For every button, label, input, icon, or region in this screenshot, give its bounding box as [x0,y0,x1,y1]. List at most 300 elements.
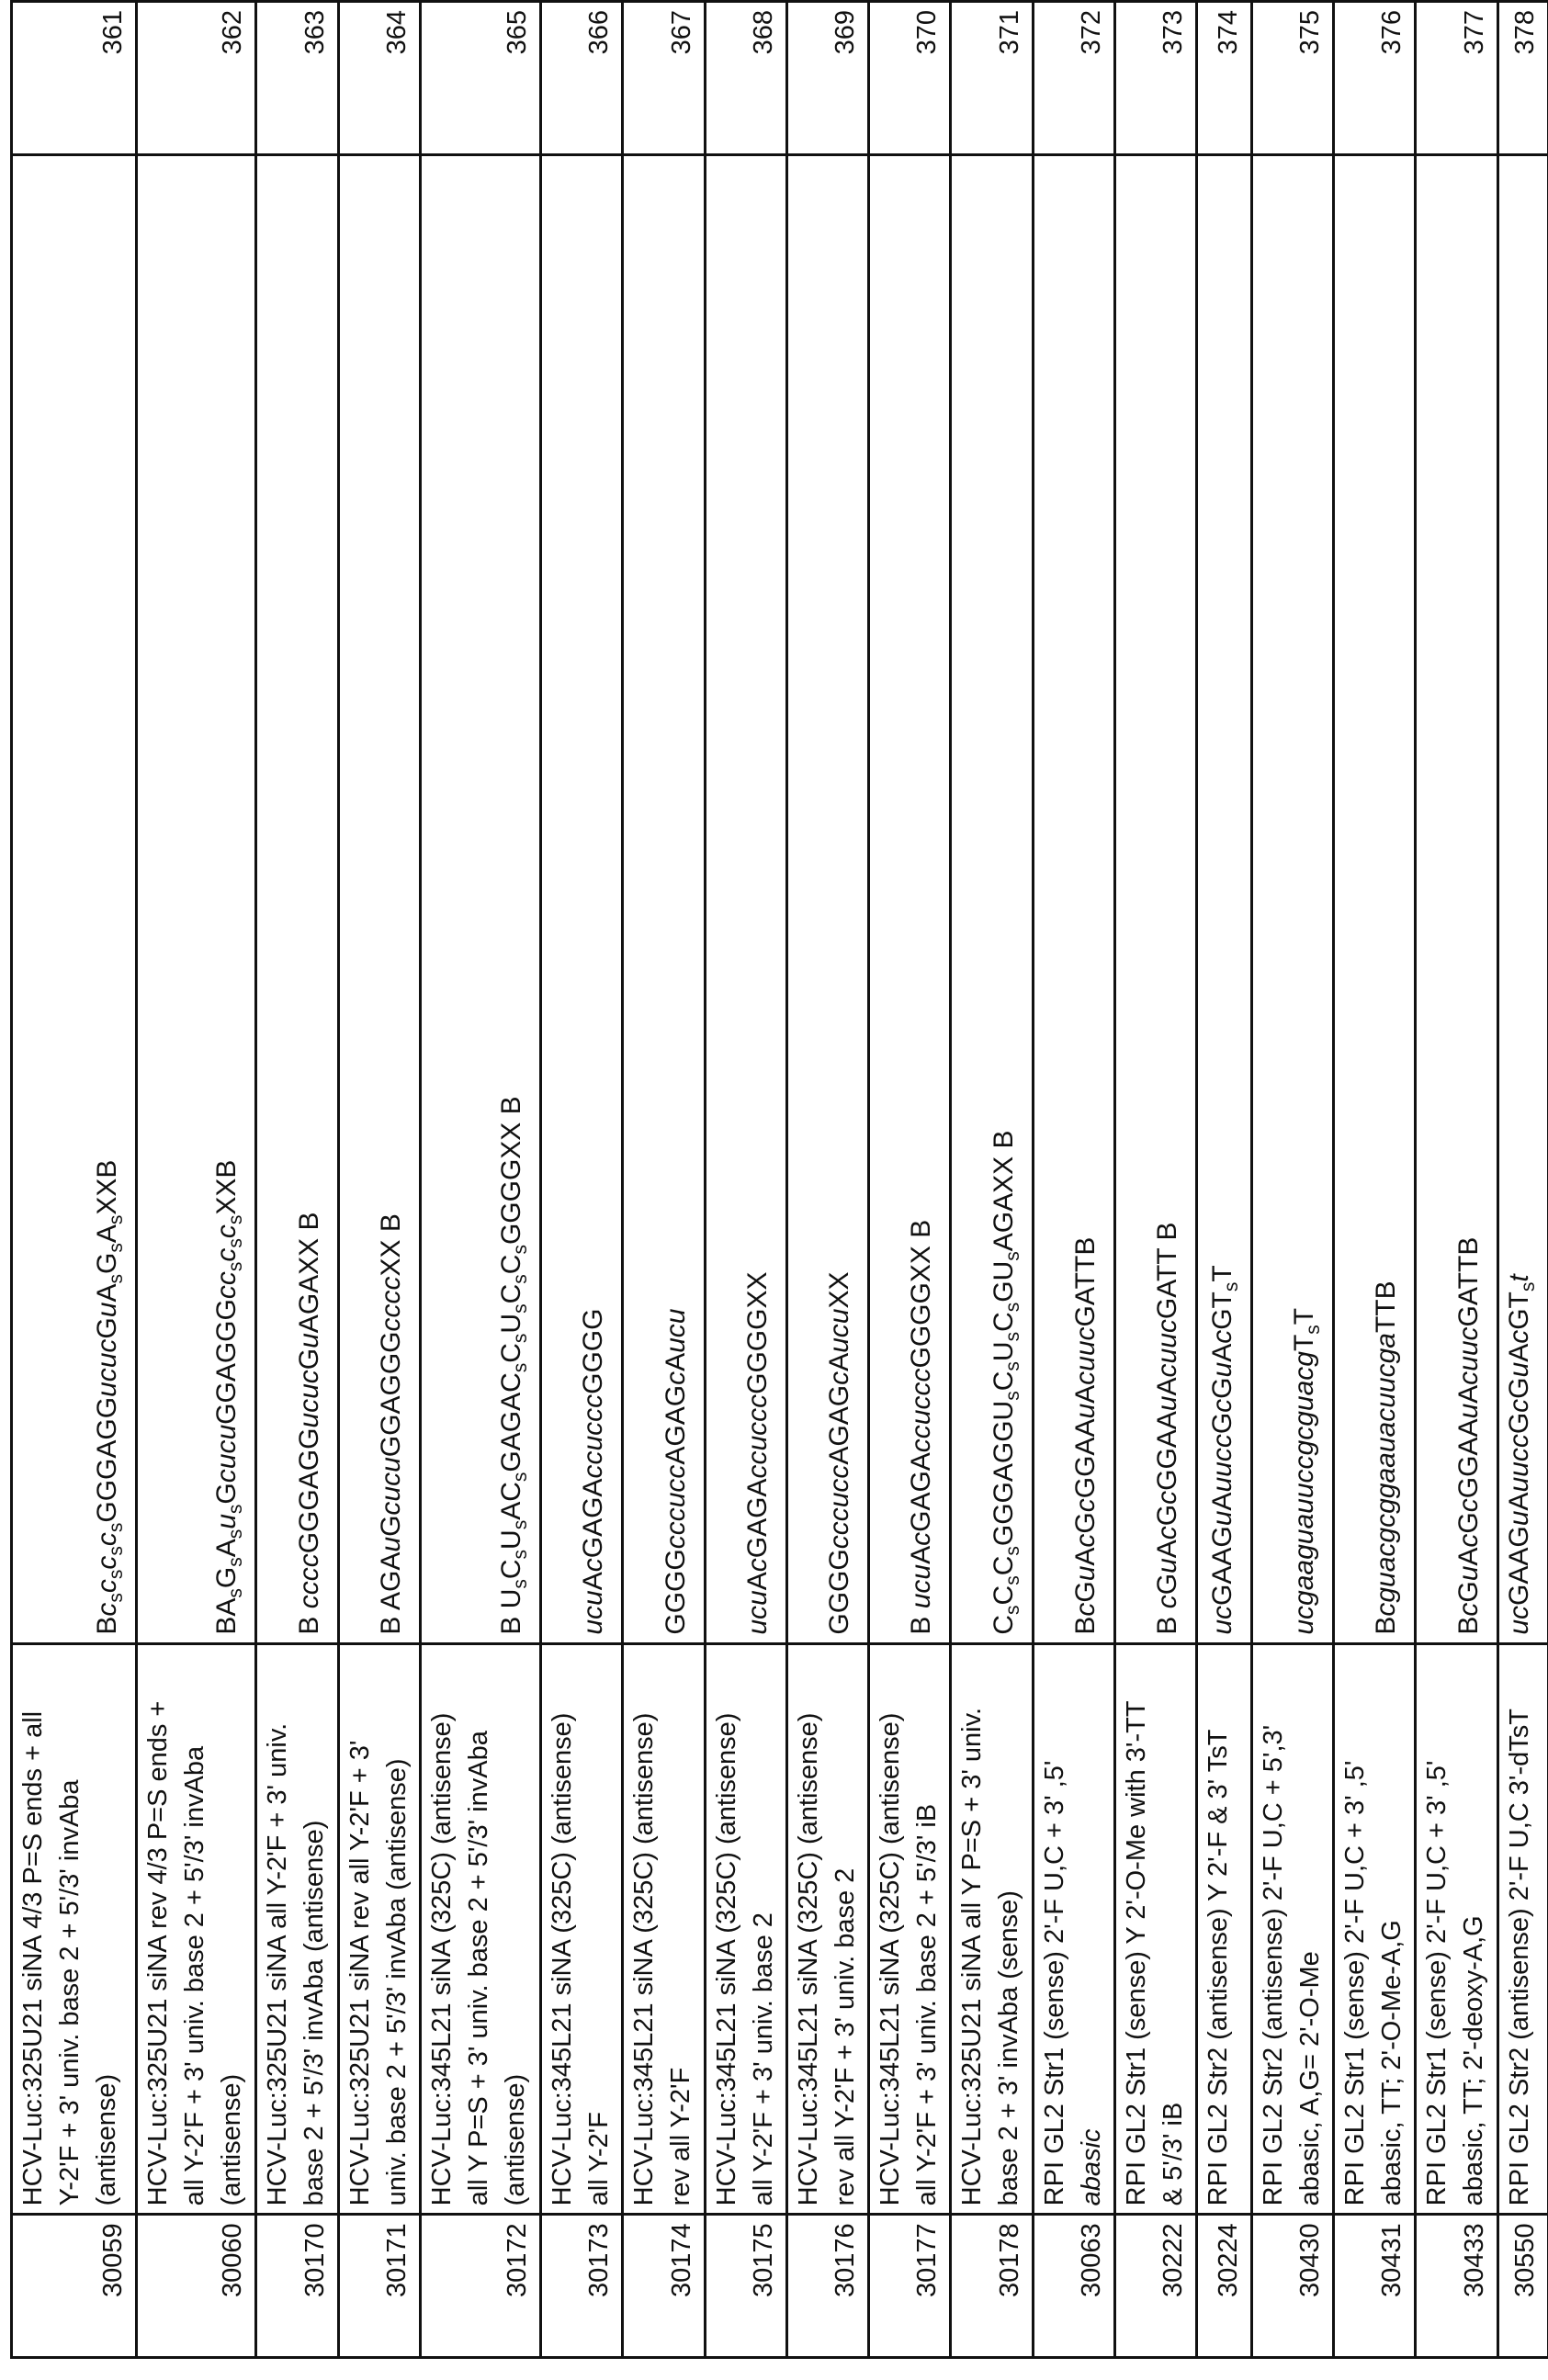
nucleotides: A [1453,1548,1484,1566]
sequence-cell [951,155,1034,1643]
modified-nucleotides: uucc [1207,1434,1237,1492]
table-row [951,2,1034,2358]
modified-nucleotides: c [1207,1399,1237,1413]
seq-id-number: 367 [623,2,706,155]
sequence-cell [541,155,623,1643]
nucleotides: G [1070,1581,1101,1602]
seq-id-number: 364 [339,2,421,155]
subscript-s: s [106,1570,127,1580]
description-line: all Y-2'F [581,1652,617,2206]
nucleotides: B [1371,1617,1401,1635]
nucleotides: G [1504,1413,1534,1434]
description-line: HCV-Luc:325U21 siNA rev all Y-2'F + 3' [342,1652,379,2206]
description-cell [1197,1643,1252,2215]
compound-id: 30550 [1498,2215,1548,2358]
nucleotides: G [1453,1512,1484,1533]
modified-nucleotides: u [294,1333,324,1348]
seq-id-number: 361 [12,2,137,155]
modified-nucleotides: c [92,1579,122,1593]
description-cell [869,1643,951,2215]
seq-id-number: 368 [706,2,787,155]
seq-id-number: 372 [1034,2,1115,155]
compound-id: 30063 [1034,2215,1115,2358]
description-cell [623,1643,706,2215]
modified-nucleotides: c [92,1603,122,1617]
compound-id: 30224 [1197,2215,1252,2358]
sequence-cell [869,155,951,1643]
description-cell [1416,1643,1498,2215]
modified-nucleotides: u [1070,1566,1101,1582]
sequence-cell [12,155,137,1643]
seq-id-number: 369 [787,2,869,155]
subscript-s: s [1518,1282,1539,1292]
description-line: RPI GL2 Str2 (antisense) 2'-F U,C 3'-dTsT [1501,1652,1538,2206]
description-line: all Y P=S + 3' univ. base 2 + 5'/3' invAba [460,1652,497,2206]
modified-nucleotides: ucuc [294,1370,324,1427]
compound-id: 30433 [1416,2215,1498,2358]
description-line: HCV-Luc:325U21 siNA all Y-2'F + 3' univ. [259,1652,296,2206]
nucleotides: C [989,1371,1019,1392]
nucleotides: GATT B [1152,1223,1182,1320]
subscript-s: s [106,1546,127,1556]
table-row [137,2,256,2358]
compound-id: 30172 [421,2215,541,2358]
description-line: HCV-Luc:345L21 siNA (325C) (antisense) [790,1652,827,2206]
nucleotides: G [1453,1581,1484,1602]
table-body [12,2,1548,2358]
modified-nucleotides: ucuc [92,1339,122,1397]
nucleotides: B [1453,1617,1484,1635]
nucleotides: C [989,1615,1019,1635]
subscript-s: s [510,1520,531,1530]
nucleotides: T [1289,1308,1319,1325]
nucleotides: GAGA [578,1479,608,1559]
modified-nucleotides: ucu [742,1590,773,1634]
nucleotides: T [1289,1335,1319,1351]
sequence-cell [1416,155,1498,1643]
nucleotides: U [496,1529,526,1550]
subscript-s: s [106,1593,127,1603]
description-cell [951,1643,1034,2215]
description-line: HCV-Luc:325U21 siNA 4/3 P=S ends + all [15,1652,51,2206]
seq-id-number: 377 [1416,2,1498,155]
modified-nucleotides: u [1152,1396,1182,1412]
modified-nucleotides: cucu [211,1425,242,1483]
subscript-s: s [1303,1325,1324,1335]
modified-nucleotides: ucu [578,1590,608,1634]
description-line: HCV-Luc:325U21 siNA rev 4/3 P=S ends + [140,1652,176,2206]
modified-nucleotides: cccucc [824,1465,854,1550]
nucleotides: GGGG [824,1549,854,1634]
description-line: HCV-Luc:345L21 siNA (325C) (antisense) [424,1652,460,2206]
modified-nucleotides: u [1453,1566,1484,1582]
nucleotides: U [989,1341,1019,1361]
subscript-s: s [1002,1361,1023,1371]
nucleotides: GAGA [742,1479,773,1559]
modified-nucleotides: c [1207,1330,1237,1344]
sequence-cell [137,155,256,1643]
subscript-s: s [1002,1303,1023,1313]
description-line: (antisense) [497,1652,534,2206]
modified-nucleotides: c [1152,1595,1182,1608]
table-row [256,2,339,2358]
subscript-s: s [225,1588,246,1598]
subscript-s: s [1221,1282,1242,1292]
nucleotides: A [1152,1540,1182,1558]
seq-id-number: 370 [869,2,951,155]
description-line: HCV-Luc:345L21 siNA (325C) (antisense) [626,1652,662,2206]
modified-nucleotides: c [1453,1498,1484,1512]
nucleotides: A [92,1284,122,1303]
table-row [623,2,706,2358]
description-line: base 2 + 3' invAba (sense) [990,1652,1027,2206]
subscript-s: s [225,1529,246,1540]
table-row [706,2,787,2358]
description-line: abasic, TT; 2'-O-Me-A,G [1373,1652,1410,2206]
description-line: & 5'/3' iB [1155,1652,1192,2206]
nucleotides: GGGG [661,1549,691,1634]
subscript-s: s [106,1274,127,1284]
description-line: RPI GL2 Str1 (sense) 2'-F U,C + 3' ,5' [1418,1652,1455,2206]
subscript-s: s [1002,1546,1023,1556]
compound-id: 30059 [12,2215,137,2358]
description-cell [541,1643,623,2215]
nucleotides: GAAG [1504,1526,1534,1606]
description-cell [256,1643,339,2215]
nucleotides: G [211,1567,242,1588]
nucleotides: G [92,1317,122,1338]
compound-id: 30170 [256,2215,339,2358]
modified-nucleotides: ucu [906,1564,936,1608]
subscript-s: s [510,1363,531,1373]
document-page [0,0,1548,2380]
nucleotides: G [1504,1377,1534,1398]
nucleotides: GGGAGGU [989,1401,1019,1546]
nucleotides: A [211,1539,242,1557]
subscript-s: s [1002,1575,1023,1585]
description-line: HCV-Luc:325U21 siNA all Y P=S + 3' univ. [954,1652,990,2206]
modified-nucleotides: c [1070,1534,1101,1548]
nucleotides: B AGA [376,1552,406,1635]
nucleotides: XXB [92,1160,122,1215]
modified-nucleotides: cucu [376,1457,406,1515]
modified-nucleotides: c [906,1532,936,1546]
nucleotides: A [1207,1344,1237,1362]
subscript-s: s [510,1303,531,1314]
subscript-s: s [225,1557,246,1567]
compound-id: 30222 [1115,2215,1197,2358]
modified-nucleotides: c [578,1558,608,1572]
nucleotides: GGGAGG [92,1397,122,1523]
nucleotides: A [1504,1493,1534,1511]
seq-id-number: 366 [541,2,623,155]
table-row [1252,2,1334,2358]
subscript-s: s [1002,1332,1023,1342]
nucleotides: A [1453,1385,1484,1404]
subscript-s: s [1002,1251,1023,1261]
description-cell [706,1643,787,2215]
nucleotides: C [496,1255,526,1275]
modified-nucleotides: u [1152,1558,1182,1574]
seq-id-number: 378 [1498,2,1548,155]
modified-nucleotides: c [1453,1534,1484,1548]
nucleotides: AGAG [824,1385,854,1465]
nucleotides: BA [211,1598,242,1635]
subscript-s: s [510,1472,531,1483]
description-line: all Y-2'F + 3' univ. base 2 [745,1652,782,2206]
description-cell [339,1643,421,2215]
modified-nucleotides: c [1070,1498,1101,1512]
description-line: abasic, TT; 2'-deoxy-A,G [1455,1652,1492,2206]
description-line: (antisense) [213,1652,250,2206]
modified-nucleotides: cguacgcggaauacuucga [1371,1333,1401,1617]
rotated-table-container [0,0,1548,2380]
nucleotides: XX [824,1271,854,1308]
nucleotides: GAGAC [496,1372,526,1472]
nucleotides: A [1504,1344,1534,1362]
modified-nucleotides: c [1453,1603,1484,1617]
sequence-cell [1197,155,1252,1643]
modified-nucleotides: uucc [1504,1434,1534,1492]
nucleotides: GAGA [906,1452,936,1532]
description-line: rev all Y-2'F + 3' univ. base 2 [827,1652,864,2206]
nucleotides: G [211,1483,242,1504]
description-line: RPI GL2 Str1 (sense) Y 2'-O-Me with 3'-TT [1118,1652,1155,2206]
description-line: all Y-2'F + 3' univ. base 2 + 5'/3' iB [909,1652,945,2206]
modified-nucleotides: c [1504,1330,1534,1344]
modified-nucleotides: cuuc [1070,1326,1101,1384]
modified-nucleotides: ucu [661,1309,691,1353]
nucleotides: B [1152,1608,1182,1634]
seq-id-number: 362 [137,2,256,155]
subscript-s: s [1002,1605,1023,1615]
compound-id: 30175 [706,2215,787,2358]
description-line: HCV-Luc:345L21 siNA (325C) (antisense) [544,1652,581,2206]
modified-nucleotides: uc [1207,1606,1237,1635]
nucleotides: B U [496,1589,526,1635]
compound-id: 30060 [137,2215,256,2358]
seq-id-number: 376 [1334,2,1416,155]
table-row [1334,2,1416,2358]
modified-nucleotides: u [1504,1362,1534,1378]
description-cell [1252,1643,1334,2215]
nucleotides: GGAA [1152,1411,1182,1491]
modified-nucleotides: c [824,1371,854,1385]
subscript-s: s [510,1550,531,1560]
seq-id-number: 365 [421,2,541,155]
modified-nucleotides: cuuc [1453,1326,1484,1384]
modified-nucleotides: u [1207,1511,1237,1527]
nucleotides: AGAXX B [989,1131,1019,1252]
nucleotides: A [1070,1385,1101,1404]
modified-nucleotides: u [1070,1404,1101,1419]
sequence-cell [256,155,339,1643]
modified-nucleotides: u [92,1303,122,1318]
modified-nucleotides: cccc [376,1277,406,1332]
description-line: RPI GL2 Str1 (sense) 2'-F U,C + 3' ,5' [1337,1652,1373,2206]
nucleotides: GGGAGG [294,1428,324,1554]
compound-id: 30177 [869,2215,951,2358]
nucleotides: A [824,1353,854,1371]
subscript-s: s [1002,1391,1023,1401]
description-cell [137,1643,256,2215]
compound-id: 30431 [1334,2215,1416,2358]
sequence-cell [1498,155,1548,1643]
nucleotides: C [496,1559,526,1579]
sequence-cell [1034,155,1115,1643]
table-row [1034,2,1115,2358]
seq-id-number: 363 [256,2,339,155]
subscript-s: s [225,1238,246,1248]
sequence-cell [1252,155,1334,1643]
sequence-cell [421,155,541,1643]
modified-nucleotides: ccuccc [906,1369,936,1453]
sequence-cell [787,155,869,1643]
description-line: HCV-Luc:345L21 siNA (325C) (antisense) [708,1652,745,2206]
nucleotides: GAAG [1207,1526,1237,1606]
sequence-cell [623,155,706,1643]
nucleotides: G [92,1253,122,1274]
nucleotides: AGAXX B [294,1212,324,1333]
modified-nucleotides: ccuccc [742,1394,773,1479]
nucleotides: A [1152,1377,1182,1395]
compound-id: 30173 [541,2215,623,2358]
modified-nucleotides: c [1504,1399,1534,1413]
nucleotides: B [294,1608,324,1634]
nucleotides: XX B [376,1213,406,1276]
nucleotides: G [1152,1505,1182,1526]
nucleotides: GGGGXX [742,1272,773,1394]
subscript-s: s [225,1215,246,1225]
nucleotides: B [906,1608,936,1634]
compound-id: 30171 [339,2215,421,2358]
nucleotides: GGAA [1453,1419,1484,1499]
nucleotides: AC [496,1482,526,1520]
nucleotides: G [1207,1377,1237,1398]
table-row [541,2,623,2358]
nucleotides: G [1070,1512,1101,1533]
nucleotides: C [496,1284,526,1304]
modified-nucleotides: cuuc [1152,1319,1182,1377]
nucleotides: G [294,1348,324,1370]
modified-nucleotides: t [1504,1274,1534,1281]
modified-nucleotides: cccc [294,1553,324,1608]
description-cell [421,1643,541,2215]
description-line: rev all Y-2'F [662,1652,699,2206]
modified-nucleotides: u [1207,1362,1237,1378]
nucleotides: A [742,1572,773,1590]
description-line: univ. base 2 + 5'/3' invAba (antisense) [379,1652,415,2206]
modified-nucleotides: cc [211,1271,242,1299]
nucleotides: TTB [1371,1280,1401,1333]
nucleotides: A [1207,1493,1237,1511]
nucleotides: GATTB [1070,1237,1101,1327]
description-line: all Y-2'F + 3' univ. base 2 + 5'/3' invAba [176,1652,213,2206]
table-row [1498,2,1548,2358]
table-row [1197,2,1252,2358]
modified-nucleotides: cccucc [661,1465,691,1550]
nucleotides: GGGGXX B [906,1220,936,1369]
seq-id-number: 371 [951,2,1034,155]
nucleotides: A [92,1224,122,1243]
sequence-cell [1334,155,1416,1643]
table-row [339,2,421,2358]
nucleotides: B [1070,1617,1101,1635]
table-row [869,2,951,2358]
nucleotides: GGGGXX B [496,1096,526,1245]
modified-nucleotides: u [1453,1404,1484,1419]
description-cell [12,1643,137,2215]
nucleotides: AGAG [661,1385,691,1465]
modified-nucleotides: ucgaaguauuccgcguacg [1289,1351,1319,1635]
description-line: (antisense) [88,1652,125,2206]
seq-id-number: 373 [1115,2,1197,155]
subscript-s: s [510,1245,531,1255]
compound-id: 30174 [623,2215,706,2358]
nucleotides: T [1207,1265,1237,1281]
table-row [1115,2,1197,2358]
subscript-s: s [106,1243,127,1253]
nucleotides: G [1152,1574,1182,1595]
table-row [421,2,541,2358]
sequence-cell [1115,155,1197,1643]
nucleotides: A [661,1353,691,1371]
subscript-s: s [225,1262,246,1272]
description-line: abasic, A,G= 2'-O-Me [1292,1652,1328,2206]
subscript-s: s [510,1579,531,1589]
compound-id: 30178 [951,2215,1034,2358]
nucleotides: U [496,1314,526,1334]
modified-nucleotides: u [211,1514,242,1529]
nucleotides: GGAGGG [211,1299,242,1425]
description-line: RPI GL2 Str1 (sense) 2'-F U,C + 3' ,5' [1036,1652,1073,2206]
modified-nucleotides: c [92,1556,122,1570]
seq-id-number: 375 [1252,2,1334,155]
subscript-s: s [106,1215,127,1225]
nucleotides: GU [989,1261,1019,1303]
subscript-s: s [510,1274,531,1284]
modified-nucleotides: c [1152,1491,1182,1505]
seq-id-number: 374 [1197,2,1252,155]
nucleotides: A [1070,1548,1101,1566]
modified-nucleotides: c [92,1532,122,1546]
nucleotides: GT [1207,1292,1237,1330]
description-line: RPI GL2 Str2 (antisense) Y 2'-F & 3' TsT [1200,1652,1237,2206]
description-line: abasic [1073,1652,1110,2206]
description-line: base 2 + 5'/3' invAba (antisense) [296,1652,333,2206]
nucleotides: B [92,1617,122,1635]
compound-id: 30176 [787,2215,869,2358]
sequence-cell [706,155,787,1643]
description-cell [1034,1643,1115,2215]
nucleotides: GGAA [1070,1419,1101,1499]
modified-nucleotides: uc [1504,1606,1534,1635]
modified-nucleotides: u [1504,1511,1534,1527]
modified-nucleotides: c [211,1224,242,1238]
description-line: HCV-Luc:345L21 siNA (325C) (antisense) [872,1652,909,2206]
nucleotides: C [989,1556,1019,1576]
nucleotides: C [989,1585,1019,1606]
table-row [787,2,869,2358]
table-row [1416,2,1498,2358]
nucleotides: A [578,1572,608,1590]
description-cell [1498,1643,1548,2215]
nucleotides: A [906,1546,936,1564]
description-cell [787,1643,869,2215]
modified-nucleotides: c [742,1558,773,1572]
description-cell [1334,1643,1416,2215]
modified-nucleotides: u [376,1537,406,1552]
